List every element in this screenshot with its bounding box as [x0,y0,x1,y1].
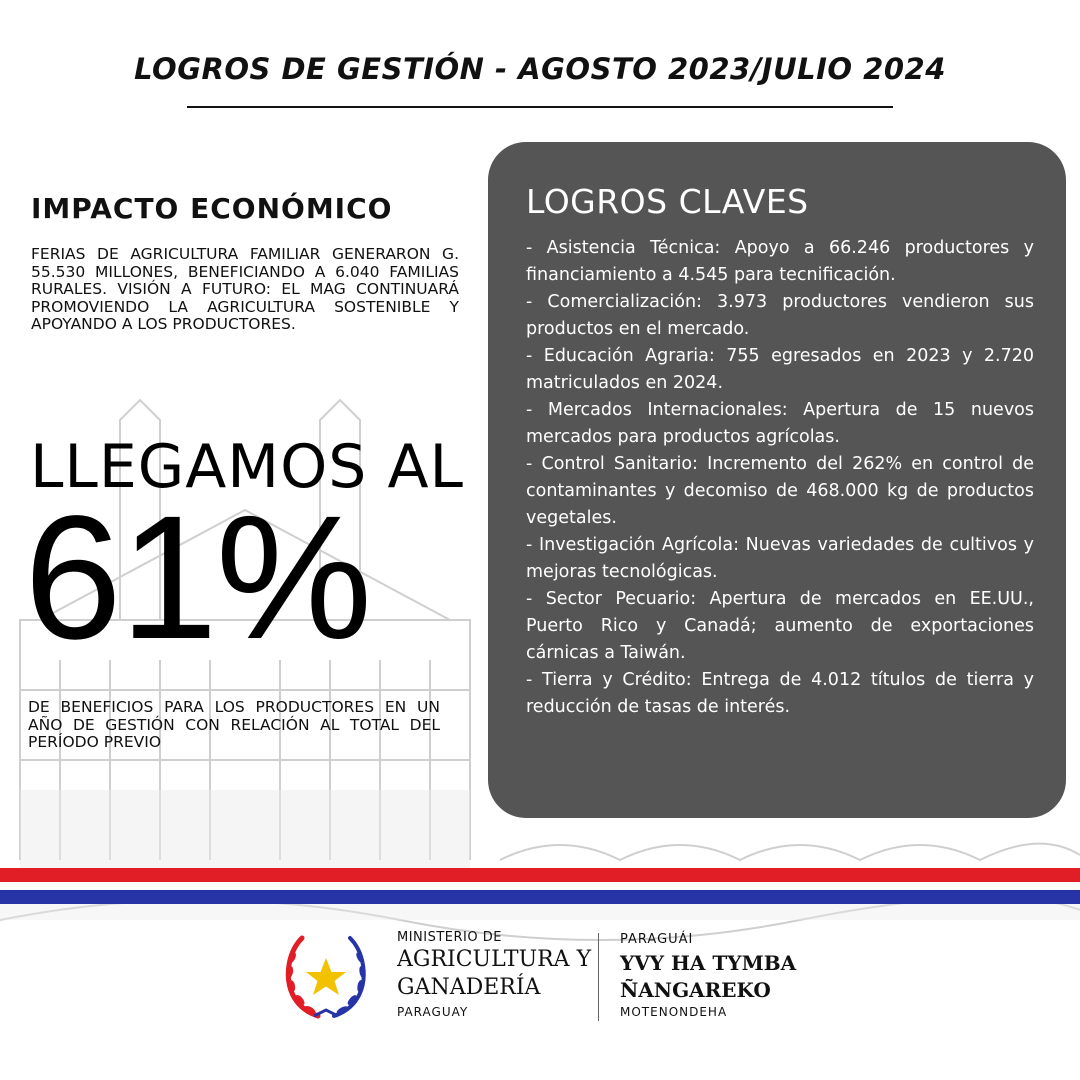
title-underline [187,106,893,108]
flag-stripe-white [0,882,1080,890]
key-achievements-list [526,235,1034,721]
ministry-name [397,946,591,1002]
key-achievements-heading: LOGROS CLAVES [526,182,809,221]
ministry-prefix: MINISTERIO DE [397,930,502,945]
list-item: - Educación Agraria: 755 egresados en 2023 y 2.720 matriculados en 2024. [526,346,1034,393]
flag-stripe-red [0,868,1080,882]
list-item: - Investigación Agrícola: Nuevas variedades de cultivos y mejoras tecnológicas. [526,535,1034,582]
key-achievements-card [488,142,1066,818]
page-title: LOGROS DE GESTIÓN - AGOSTO 2023/JULIO 2024 [134,52,946,86]
list-item: - Control Sanitario: Incremento del 262% en control de contaminantes y decomiso de 468.000 kg de productos vegetales. [526,454,1034,528]
list-item: - Asistencia Técnica: Apoyo a 66.246 productores y financiamiento a 4.545 para tecnificación. [526,238,1034,285]
list-item: - Mercados Internacionales: Apertura de 15 nuevos mercados para productos agrícolas. [526,400,1034,447]
slogan-prefix: PARAGUÁI [620,932,694,947]
highlight-caption: DE BENEFICIOS PARA LOS PRODUCTORES EN UN AÑO DE GESTIÓN CON RELACIÓN AL TOTAL DEL PERÍODO PREVIO [28,698,440,751]
ministry-name-line1: AGRICULTURA Y [397,947,592,972]
ministry-country: PARAGUAY [397,1005,469,1019]
slogan-text [620,950,796,1004]
footer-divider [598,933,599,1021]
slogan-tag: MOTENONDEHA [620,1005,728,1019]
ministry-name-line2: GANADERÍA [397,975,541,1000]
slogan-line1: YVY HA TYMBA [620,951,797,975]
impact-heading: IMPACTO ECONÓMICO [31,192,393,225]
impact-body: FERIAS DE AGRICULTURA FAMILIAR GENERARON G. 55.530 MILLONES, BENEFICIANDO A 6.040 FAMILIAS RURALES. VISIÓN A FUTURO: EL MAG CONTINUARÁ PROMOVIENDO LA AGRICULTURA SOSTENIBLE Y APOYANDO A LOS PRODUCTORES. [31,245,459,333]
highlight-lead: LLEGAMOS AL [30,432,464,502]
national-shield-emblem-icon [278,930,374,1026]
list-item: - Tierra y Crédito: Entrega de 4.012 títulos de tierra y reducción de tasas de interés. [526,670,1034,717]
flag-stripe-blue [0,890,1080,904]
slogan-line2: ÑANGAREKO [620,978,771,1002]
list-item: - Comercialización: 3.973 productores vendieron sus productos en el mercado. [526,292,1034,339]
highlight-value: 61% [24,480,371,676]
list-item: - Sector Pecuario: Apertura de mercados en EE.UU., Puerto Rico y Canadá; aumento de exportaciones cárnicas a Taiwán. [526,589,1034,663]
